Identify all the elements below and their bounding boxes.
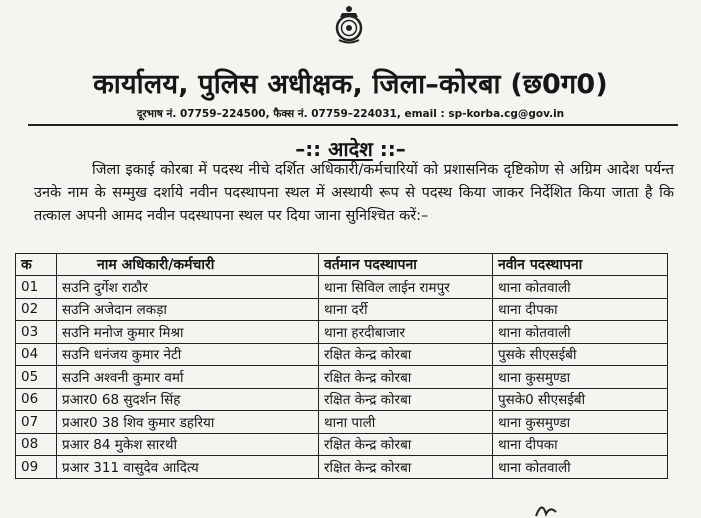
cell-serial: 03 bbox=[16, 321, 57, 344]
header-serial: क bbox=[16, 254, 57, 276]
cell-current-posting: थाना सिविल लाईन रामपुर bbox=[319, 276, 493, 299]
cell-name: सउनि मनोज कुमार मिश्रा bbox=[57, 321, 319, 344]
transfer-table bbox=[15, 253, 668, 479]
cell-new-posting: थाना कोतवाली bbox=[493, 456, 668, 479]
table-row bbox=[16, 456, 668, 479]
cell-serial: 02 bbox=[16, 298, 57, 321]
cell-name: सउनि धनंजय कुमार नेटी bbox=[57, 343, 319, 366]
cell-name: सउनि अजेदान लकड़ा bbox=[57, 298, 319, 321]
order-heading-prefix: –:: bbox=[295, 137, 329, 161]
order-paragraph bbox=[34, 159, 674, 228]
cell-serial: 04 bbox=[16, 343, 57, 366]
cell-serial: 08 bbox=[16, 433, 57, 456]
table-row bbox=[16, 433, 668, 456]
cell-current-posting: थाना हरदीबाजार bbox=[319, 321, 493, 344]
cell-current-posting: थाना दर्री bbox=[319, 298, 493, 321]
cell-name: सउनि दुर्गेश राठौर bbox=[57, 276, 319, 299]
cell-new-posting: थाना कोतवाली bbox=[493, 276, 668, 299]
cell-current-posting: रक्षित केन्द्र कोरबा bbox=[319, 388, 493, 411]
table-header-row bbox=[16, 254, 668, 276]
cell-new-posting: पुसके0 सीएसईबी bbox=[493, 388, 668, 411]
order-paragraph-text: जिला इकाई कोरबा में पदस्थ नीचे दर्शित अधिकारी/कर्मचारियों को प्रशासनिक दृष्टिकोण से अग्रिम आदेश पर्यन्त उनके नाम के सम्मुख दर्शाये नवीन पदस्थापना स्थल में अस्थायी रूप से पदस्थ किया जाकर निर्देशित किया जाता है कि तत्काल अपनी आमद नवीन पदस्थापना स्थल पर दिया जाना सुनिश्चित करें:– bbox=[34, 162, 674, 224]
header-new-posting: नवीन पदस्थापना bbox=[493, 254, 668, 276]
table-row bbox=[16, 343, 668, 366]
contact-line: दूरभाष नं. 07759–224500, फैक्स नं. 07759–224031, email : sp-korba.cg@gov.in bbox=[136, 108, 565, 120]
order-heading bbox=[0, 135, 701, 162]
cell-new-posting: थाना दीपका bbox=[493, 298, 668, 321]
table-row bbox=[16, 298, 668, 321]
table-row bbox=[16, 366, 668, 389]
cell-current-posting: रक्षित केन्द्र कोरबा bbox=[319, 366, 493, 389]
cell-new-posting: थाना कोतवाली bbox=[493, 321, 668, 344]
table-row bbox=[16, 321, 668, 344]
cell-new-posting: थाना दीपका bbox=[493, 433, 668, 456]
order-heading-word: आदेश bbox=[328, 137, 373, 161]
header-divider bbox=[28, 124, 678, 126]
cell-serial: 09 bbox=[16, 456, 57, 479]
cell-new-posting: थाना कुसमुण्डा bbox=[493, 366, 668, 389]
signature-mark-icon bbox=[532, 498, 592, 518]
cell-current-posting: रक्षित केन्द्र कोरबा bbox=[319, 343, 493, 366]
header-current-posting: वर्तमान पदस्थापना bbox=[319, 254, 493, 276]
table-row bbox=[16, 388, 668, 411]
cell-current-posting: रक्षित केन्द्र कोरबा bbox=[319, 433, 493, 456]
cell-serial: 06 bbox=[16, 388, 57, 411]
police-emblem-icon bbox=[333, 4, 365, 44]
cell-serial: 07 bbox=[16, 411, 57, 434]
table-row bbox=[16, 276, 668, 299]
header-name: नाम अधिकारी/कर्मचारी bbox=[57, 254, 319, 276]
cell-name: प्रआर 84 मुकेश सारथी bbox=[57, 433, 319, 456]
cell-name: प्रआर0 68 सुदर्शन सिंह bbox=[57, 388, 319, 411]
cell-name: प्रआर0 38 शिव कुमार डहरिया bbox=[57, 411, 319, 434]
cell-name: प्रआर 311 वासुदेव आदित्य bbox=[57, 456, 319, 479]
cell-current-posting: रक्षित केन्द्र कोरबा bbox=[319, 456, 493, 479]
cell-serial: 05 bbox=[16, 366, 57, 389]
cell-new-posting: पुसके सीएसईबी bbox=[493, 343, 668, 366]
cell-current-posting: थाना पाली bbox=[319, 411, 493, 434]
cell-serial: 01 bbox=[16, 276, 57, 299]
order-heading-suffix: ::– bbox=[372, 137, 406, 161]
office-title: कार्यालय, पुलिस अधीक्षक, जिला–कोरबा (छ0ग0) bbox=[93, 69, 608, 100]
cell-name: सउनि अश्वनी कुमार वर्मा bbox=[57, 366, 319, 389]
table-row bbox=[16, 411, 668, 434]
cell-new-posting: थाना कुसमुण्डा bbox=[493, 411, 668, 434]
